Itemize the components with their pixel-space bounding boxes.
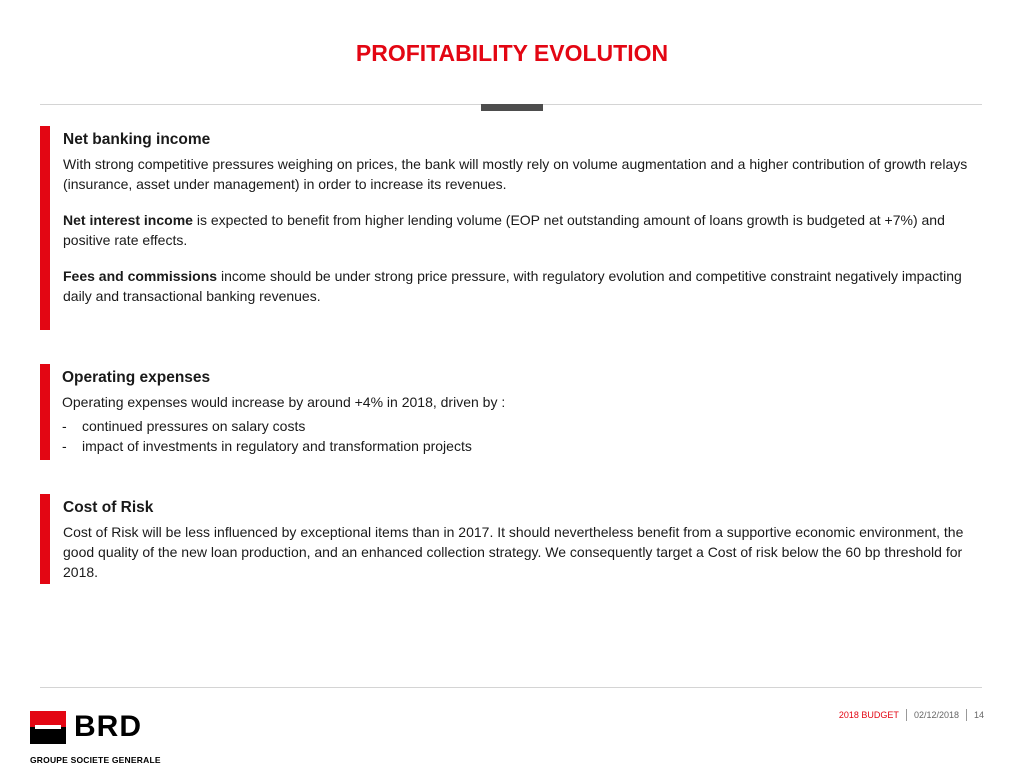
footer-page-number: 14: [973, 710, 984, 720]
list-item: - impact of investments in regulatory and transformation projects: [62, 436, 970, 456]
slide-footer: [839, 709, 984, 721]
section-heading: Cost of Risk: [63, 499, 154, 516]
logo-mark-icon: [30, 711, 66, 744]
footer-separator: [906, 709, 907, 721]
section-operating-expenses: [40, 364, 970, 460]
nbi-paragraph-3-text: income should be under strong price pressure, with regulatory evolution and competitive constraint negatively impacting daily and transactional banking revenues.: [63, 268, 962, 304]
nbi-bold-fees: Fees and commissions: [63, 268, 218, 284]
nbi-paragraph-1: With strong competitive pressures weighing on prices, the bank will mostly rely on volume augmentation and a higher contribution of growth relays (insurance, asset under management) in order to increase its revenues.: [63, 156, 968, 192]
section-heading: Operating expenses: [62, 369, 211, 386]
cor-body: Cost of Risk will be less influenced by exceptional items than in 2017. It should nevertheless benefit from a supportive economic environment, the good quality of the new loan production, and an enhanced collection strategy. We consequently target a Cost of risk below the 60 bp threshold for 2018.: [63, 524, 964, 580]
section-accent-bar: [40, 126, 50, 330]
nbi-bold-net-interest: Net interest income: [63, 212, 193, 228]
section-accent-bar: [40, 364, 50, 460]
logo-name: BRD: [74, 710, 142, 743]
nbi-paragraph-2-text: is expected to benefit from higher lending volume (EOP net outstanding amount of loans growth is budgeted at +7%) and positive rate effects.: [63, 212, 945, 248]
section-net-banking-income: [40, 126, 970, 330]
logo-subtitle: GROUPE SOCIETE GENERALE: [30, 755, 161, 765]
nbi-paragraph-2: [63, 210, 970, 250]
list-item: - continued pressures on salary costs: [62, 416, 970, 436]
page-title: PROFITABILITY EVOLUTION: [355, 40, 669, 66]
opex-intro: Operating expenses would increase by around +4% in 2018, driven by :: [62, 394, 506, 410]
section-heading: Net banking income: [63, 131, 211, 148]
bottom-divider: [40, 687, 982, 688]
opex-list: [62, 416, 970, 456]
title-tab-marker: [481, 104, 543, 111]
footer-date: 02/12/2018: [913, 710, 959, 720]
nbi-paragraph-3: [63, 266, 970, 306]
footer-separator: [966, 709, 967, 721]
section-accent-bar: [40, 494, 50, 584]
footer-budget: 2018 BUDGET: [838, 710, 899, 720]
section-cost-of-risk: [40, 494, 970, 584]
